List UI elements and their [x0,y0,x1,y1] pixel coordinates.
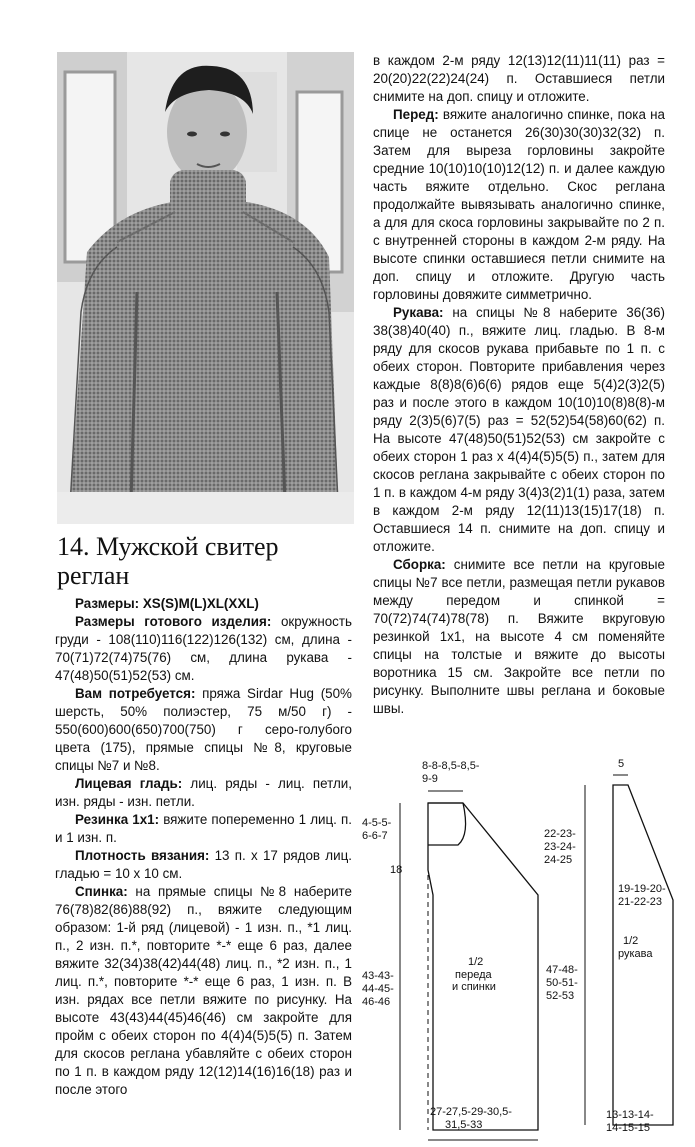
sleeve-len-3: 52-53 [546,990,575,1002]
sleeve-schematic [544,758,673,1134]
sizes-paragraph: Размеры: XS(S)M(L)XL(XXL) [75,596,259,611]
finished-size-paragraph: Размеры готового изделия: окружность груди - 108(110)116(122)126(132) см, длина - 70(71)72(74)75(76) см, длина рукава - 47(48)50(51)52(53) см. [55,614,352,683]
front-top-1: 8-8-8,5-8,5- [422,760,480,772]
left-column [55,595,352,1099]
sleeve-bottom-1: 13-13-14- [606,1109,654,1121]
front-armhole: 18 [390,864,403,876]
sleeve-raglan-2: 23-24- [544,841,576,853]
front-paragraph: Перед: вяжите аналогично спинке, пока на спице не останется 26(30)30(30)32(32) п. Затем для выреза горловины закройте средние 10(10)10(10)12(12) п. и далее каждую часть вяжите отдельно. Скос реглана продолжайте вывязывать аналогично спинке, а для для скоса горловины закрывайте по 2 п. с внутренней стороны в каждом 2-м ряду. На высоте спинки оставшиеся петли снимите на доп. спицу и отложите. Другую часть горловины довяжите симметрично. [373,107,665,302]
front-side-3: 46-46 [362,996,391,1008]
rib-paragraph: Резинка 1х1: вяжите попеременно 1 лиц. п. и 1 изн. п. [55,812,352,845]
sleeve-raglan-3: 24-25 [544,854,573,866]
sleeve-len-1: 47-48- [546,964,578,976]
sleeve-width-2: 21-22-23 [618,896,663,908]
front-side-2: 44-45- [362,983,394,995]
front-back-schematic [362,760,538,1140]
front-neck-2: 6-6-7 [362,830,388,842]
front-side-1: 43-43- [362,970,394,982]
front-bottom-1: 27-27,5-29-30,5- [430,1106,512,1118]
front-label-1: 1/2 [468,956,484,968]
front-top-2: 9-9 [422,773,438,785]
sweater-photo [57,52,354,524]
sleeve-bottom-2: 14-15-15 [606,1122,651,1134]
front-label-2: переда [455,969,492,981]
front-label-3: и спинки [452,981,496,993]
sleeve-top: 5 [618,758,625,770]
back-paragraph: Спинка: на прямые спицы №8 наберите 76(78)82(86)88(92) п., вяжите следующим образом: 1-й ряд (лицевой) - 1 изн. п., *1 лиц. п., 2 изн. п.*, повторите *-* еще 6 раз, далее вяжите 32(34)38(42)44(48) лиц. п., *2 изн. п., 1 лиц. п.*, повторите *-* еще 6 раз, 1 изн. п. В изн. рядах все петли вяжите по рисунку. На высоте 43(43)44(45)46(46) см закройте для пройм с обеих сторон по 4(4)4(5)5(5) п. Затем для скосов реглана убавляйте с обеих сторон по 1 п. в каждом ряду 12(12)14(16)16(18) раз и после этого [55,884,352,1097]
neckline [428,803,466,845]
schematic-diagram [360,755,695,1147]
sleeve-label-1: 1/2 [623,935,639,947]
gauge-paragraph: Плотность вязания: 13 п. х 17 рядов лиц. гладью = 10 х 10 см. [55,848,352,881]
sleeve-raglan-1: 22-23- [544,828,576,840]
pattern-title: 14. Мужской свитер реглан [57,532,279,590]
sleeves-paragraph: Рукава: на спицы №8 наберите 36(36) 38(38)40(40) п., вяжите лиц. гладью. В 8-м ряду для скосов рукава прибавьте по 1 п. с обеих сторон. Повторите прибавления через каждые 8(8)8(6)6(6) рядов еще 5(4)2(3)2(5) раз и после этого в каждом 10(10)10(8)8(8)-м ряду 2(3)5(6)7(5) раз = 52(52)54(58)60(62) п. На высоте 47(48)50(51)52(53) см закройте с обеих сторон 1 раз х 4(4)4(5)5(5) п., затем для скосов реглана закрывайте с обеих сторон по 1 п. в каждом 4-м ряду 3(4)3(2)1(1) раза, затем в каждом 2-м ряду 12(11)13(15)17(18) п. Оставшиеся 14 п. снимите на доп. спицу и отложите. [373,305,665,554]
assembly-paragraph: Сборка: снимите все петли на круговые спицы №7 все петли, размещая петли рукавов между передом и спинкой = 70(72)74(74)78(78) п. Вяжите вкруговую резинкой 1х1, на высоте 4 см поменяйте спицы на толстые и вяжите до высоты воротника 15 см. Закройте все петли по рисунку. Выполните швы реглана и боковые швы. [373,557,665,716]
front-neck-1: 4-5-5- [362,817,392,829]
sleeve-width-1: 19-19-20- [618,883,666,895]
materials-paragraph: Вам потребуется: пряжа Sirdar Hug (50% шерсть, 50% полиэстер, 75 м/50 г) - 550(600)600(650)700(750) г серо-голубого цвета (175), прямые спицы №8, круговые спицы №7 и №8. [55,686,352,773]
stockinette-paragraph: Лицевая гладь: лиц. ряды - лиц. петли, изн. ряды - изн. петли. [55,776,352,809]
sweater-illustration [57,52,354,524]
sleeve-label-2: рукава [618,948,653,960]
right-column [373,52,665,718]
front-bottom-2: 31,5-33 [445,1119,483,1131]
continued-paragraph: в каждом 2-м ряду 12(13)12(11)11(11) раз = 20(20)22(22)24(24) п. Оставшиеся петли снимите на доп. спицу и отложите. [373,53,665,104]
sleeve-len-2: 50-51- [546,977,578,989]
schematic-svg [360,755,695,1142]
